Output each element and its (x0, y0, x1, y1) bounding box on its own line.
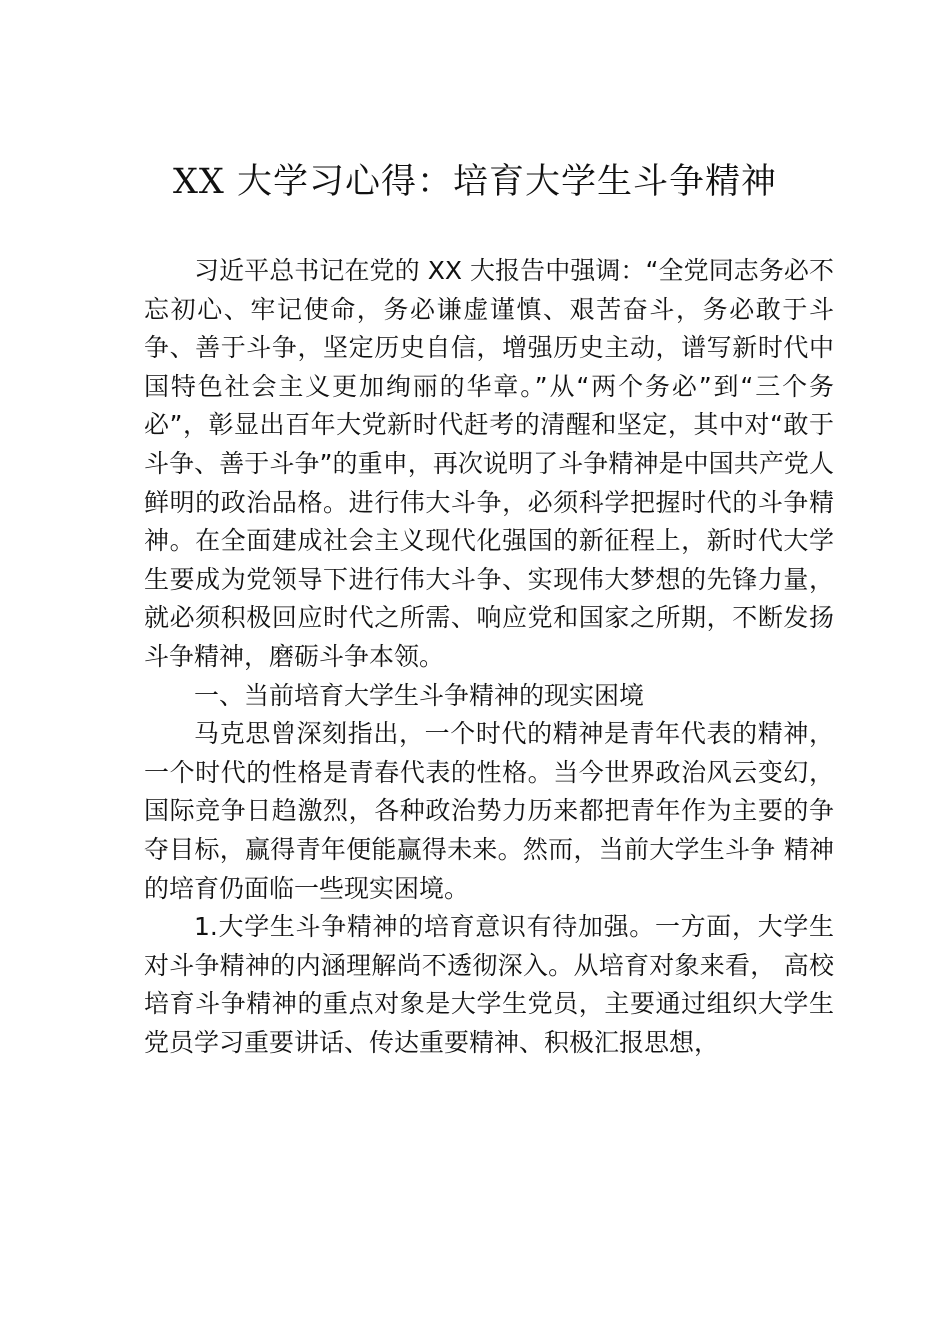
section-heading: 一、当前培育大学生斗争精神的现实困境 (194, 680, 645, 710)
paragraph-intro: 习近平总书记在党的 XX 大报告中强调：“全党同志务必不忘初心、牢记使命，务必谦虚谨慎、艰苦奋斗，务必敢于斗争、善于斗争，坚定历史自信，增强历史主动，谱写新时代中国特色社会主义更加绚丽的华章。”从“两个务必”到“三个务必”，彰显出百年大党新时代赶考的清醒和坚定，其中对“敢于斗争、善于斗争”的重申，再次说明了斗争精神是中国共产党人鲜明的政治品格。进行伟大斗争，必须科学把握时代的斗争精神。在全面建成社会主义现代化强国的新征程上，新时代大学生要成为党领导下进行伟大斗争、实现伟大梦想的先锋力量，就必须积极回应时代之所需、响应党和国家之所期，不断发扬斗争精神，磨砺斗争本领。 (144, 256, 834, 671)
paragraph-point-1: 1.大学生斗争精神的培育意识有待加强。一方面，大学生对斗争精神的内涵理解尚不透彻深入。从培育对象来看， 高校培育斗争精神的重点对象是大学生党员，主要通过组织大学生党员学习重要讲话、传达重要精神、积极汇报思想， (144, 912, 834, 1057)
document-body (144, 252, 834, 1062)
paragraph-marx-quote: 马克思曾深刻指出，一个时代的精神是青年代表的精神，一个时代的性格是青春代表的性格。当今世界政治风云变幻，国际竞争日趋激烈，各种政治势力历来都把青年作为主要的争夺目标，赢得青年便能赢得未来。然而，当前大学生斗争 精神的培育仍面临一些现实困境。 (144, 719, 834, 903)
document-title: XX 大学习心得：培育大学生斗争精神 (173, 162, 777, 202)
